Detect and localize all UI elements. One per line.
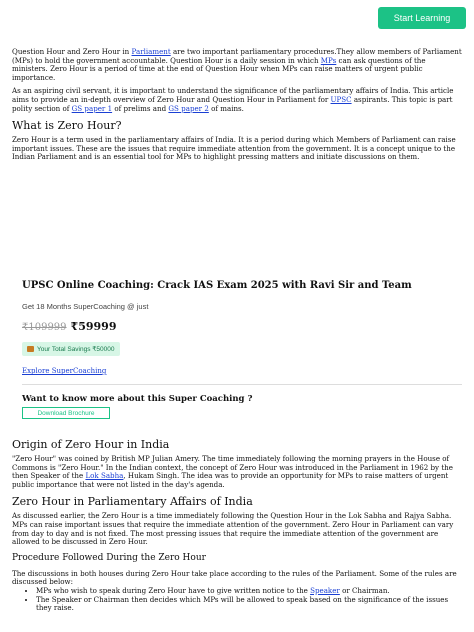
- affairs-body: As discussed earlier, the Zero Hour is a time immediately following the Question Hour in the Lok Sabha and Rajya Sabha. MPs can raise important issues that require the immediate attention of the government. Zero Hour in Parliament can vary from day to day and is not fixed. The most pressing issues that require the immediate attention of the government are allowed to be discussed in Zero Hour.: [12, 511, 454, 547]
- article-intro: [12, 48, 462, 162]
- what-is-zero-hour-body: Zero Hour is a term used in the parliamentary affairs of India. It is a period during which Members of Parliament can raise important issues. These are the issues that require immediate attention from the government. It is a concept unique to the Indian Parliament and is an essential tool for MPs to highlight pressing matters and initiate discussions on them.: [12, 135, 456, 162]
- list-text: MPs who wish to speak during Zero Hour have to give written notice to the: [36, 585, 311, 595]
- top-bar: [0, 0, 474, 40]
- lok-sabha-link[interactable]: Lok Sabha: [85, 471, 124, 481]
- list-item: • The Speaker or Chairman then decides which MPs will be allowed to speak based on the significance of the issues they raise.: [36, 596, 462, 613]
- list-text: or Chairman.: [339, 585, 390, 595]
- price-old: ₹109999: [22, 322, 67, 333]
- savings-text: Your Total Savings ₹50000: [37, 346, 115, 353]
- origin-heading: Origin of Zero Hour in India: [12, 438, 170, 451]
- intro-text: can ask questions of the ministers. Zero Hour is a period of time at the end of Question Hour when MPs can raise matters of urgent public importance.: [12, 55, 426, 82]
- start-learning-button[interactable]: Start Learning: [378, 7, 466, 29]
- speaker-link[interactable]: Speaker: [310, 585, 340, 595]
- price-row: [22, 320, 116, 333]
- procedure-intro: The discussions in both houses during Zero Hour take place according to the rules of the Parliament. Some of the rules are discussed below:: [12, 568, 457, 587]
- savings-badge: [22, 342, 120, 356]
- origin-text: , Hukam Singh. The idea was to provide an opportunity for MPs to raise matters of urgent public importance that were not listed in the day's agenda.: [12, 471, 449, 489]
- what-is-zero-hour-heading: What is Zero Hour?: [12, 119, 122, 133]
- intro-text: of mains.: [208, 103, 244, 113]
- intro-text: As an aspiring civil servant, it is important to understand the significance of the parliamentary affairs of India. This article aims to provide an in-depth overview of Zero Hour and Question Hour in Parliament for: [12, 86, 454, 104]
- card-subtitle: Get 18 Months SuperCoaching @ just: [22, 302, 149, 311]
- origin-text: "Zero Hour" was coined by British MP Julian Amery. The time immediately following the morning prayers in the House of Commons is "Zero Hour." In the Indian context, the concept of Zero Hour was introduced in the Parliament in 1962 by the then Speaker of the: [12, 454, 453, 481]
- intro-paragraph-1: [12, 48, 462, 82]
- procedure-list: [12, 587, 462, 613]
- parliament-link[interactable]: Parliament: [131, 47, 171, 56]
- card-title: UPSC Online Coaching: Crack IAS Exam 2025 with Ravi Sir and Team: [22, 280, 412, 291]
- affairs-heading: Zero Hour in Parliamentary Affairs of India: [12, 495, 253, 509]
- article-body: [12, 438, 462, 613]
- upsc-link[interactable]: UPSC: [330, 94, 352, 104]
- procedure-heading: Procedure Followed During the Zero Hour: [12, 552, 206, 563]
- intro-text: aspirants. This topic is part polity section of: [12, 94, 453, 113]
- divider: [22, 384, 462, 385]
- gs-paper-1-link[interactable]: GS paper 1: [71, 103, 113, 113]
- wallet-icon: [27, 346, 34, 352]
- mps-link[interactable]: MPs: [320, 55, 337, 65]
- intro-paragraph-2: [12, 87, 462, 113]
- intro-text: of prelims and: [112, 103, 169, 113]
- explore-supercoaching-link[interactable]: Explore SuperCoaching: [22, 367, 107, 375]
- intro-text: Question Hour and Zero Hour in: [12, 47, 132, 56]
- price-new: ₹59999: [70, 320, 117, 333]
- know-more-heading: Want to know more about this Super Coaching ?: [22, 394, 253, 404]
- intro-text: are two important parliamentary procedures.They allow members of Parliament (MPs) to hold the government accountable. Question Hour is a daily session in which: [12, 47, 462, 65]
- origin-body: [12, 455, 462, 489]
- coaching-card: [12, 270, 462, 430]
- download-brochure-button[interactable]: Download Brochure: [22, 407, 110, 419]
- gs-paper-2-link[interactable]: GS paper 2: [168, 103, 209, 113]
